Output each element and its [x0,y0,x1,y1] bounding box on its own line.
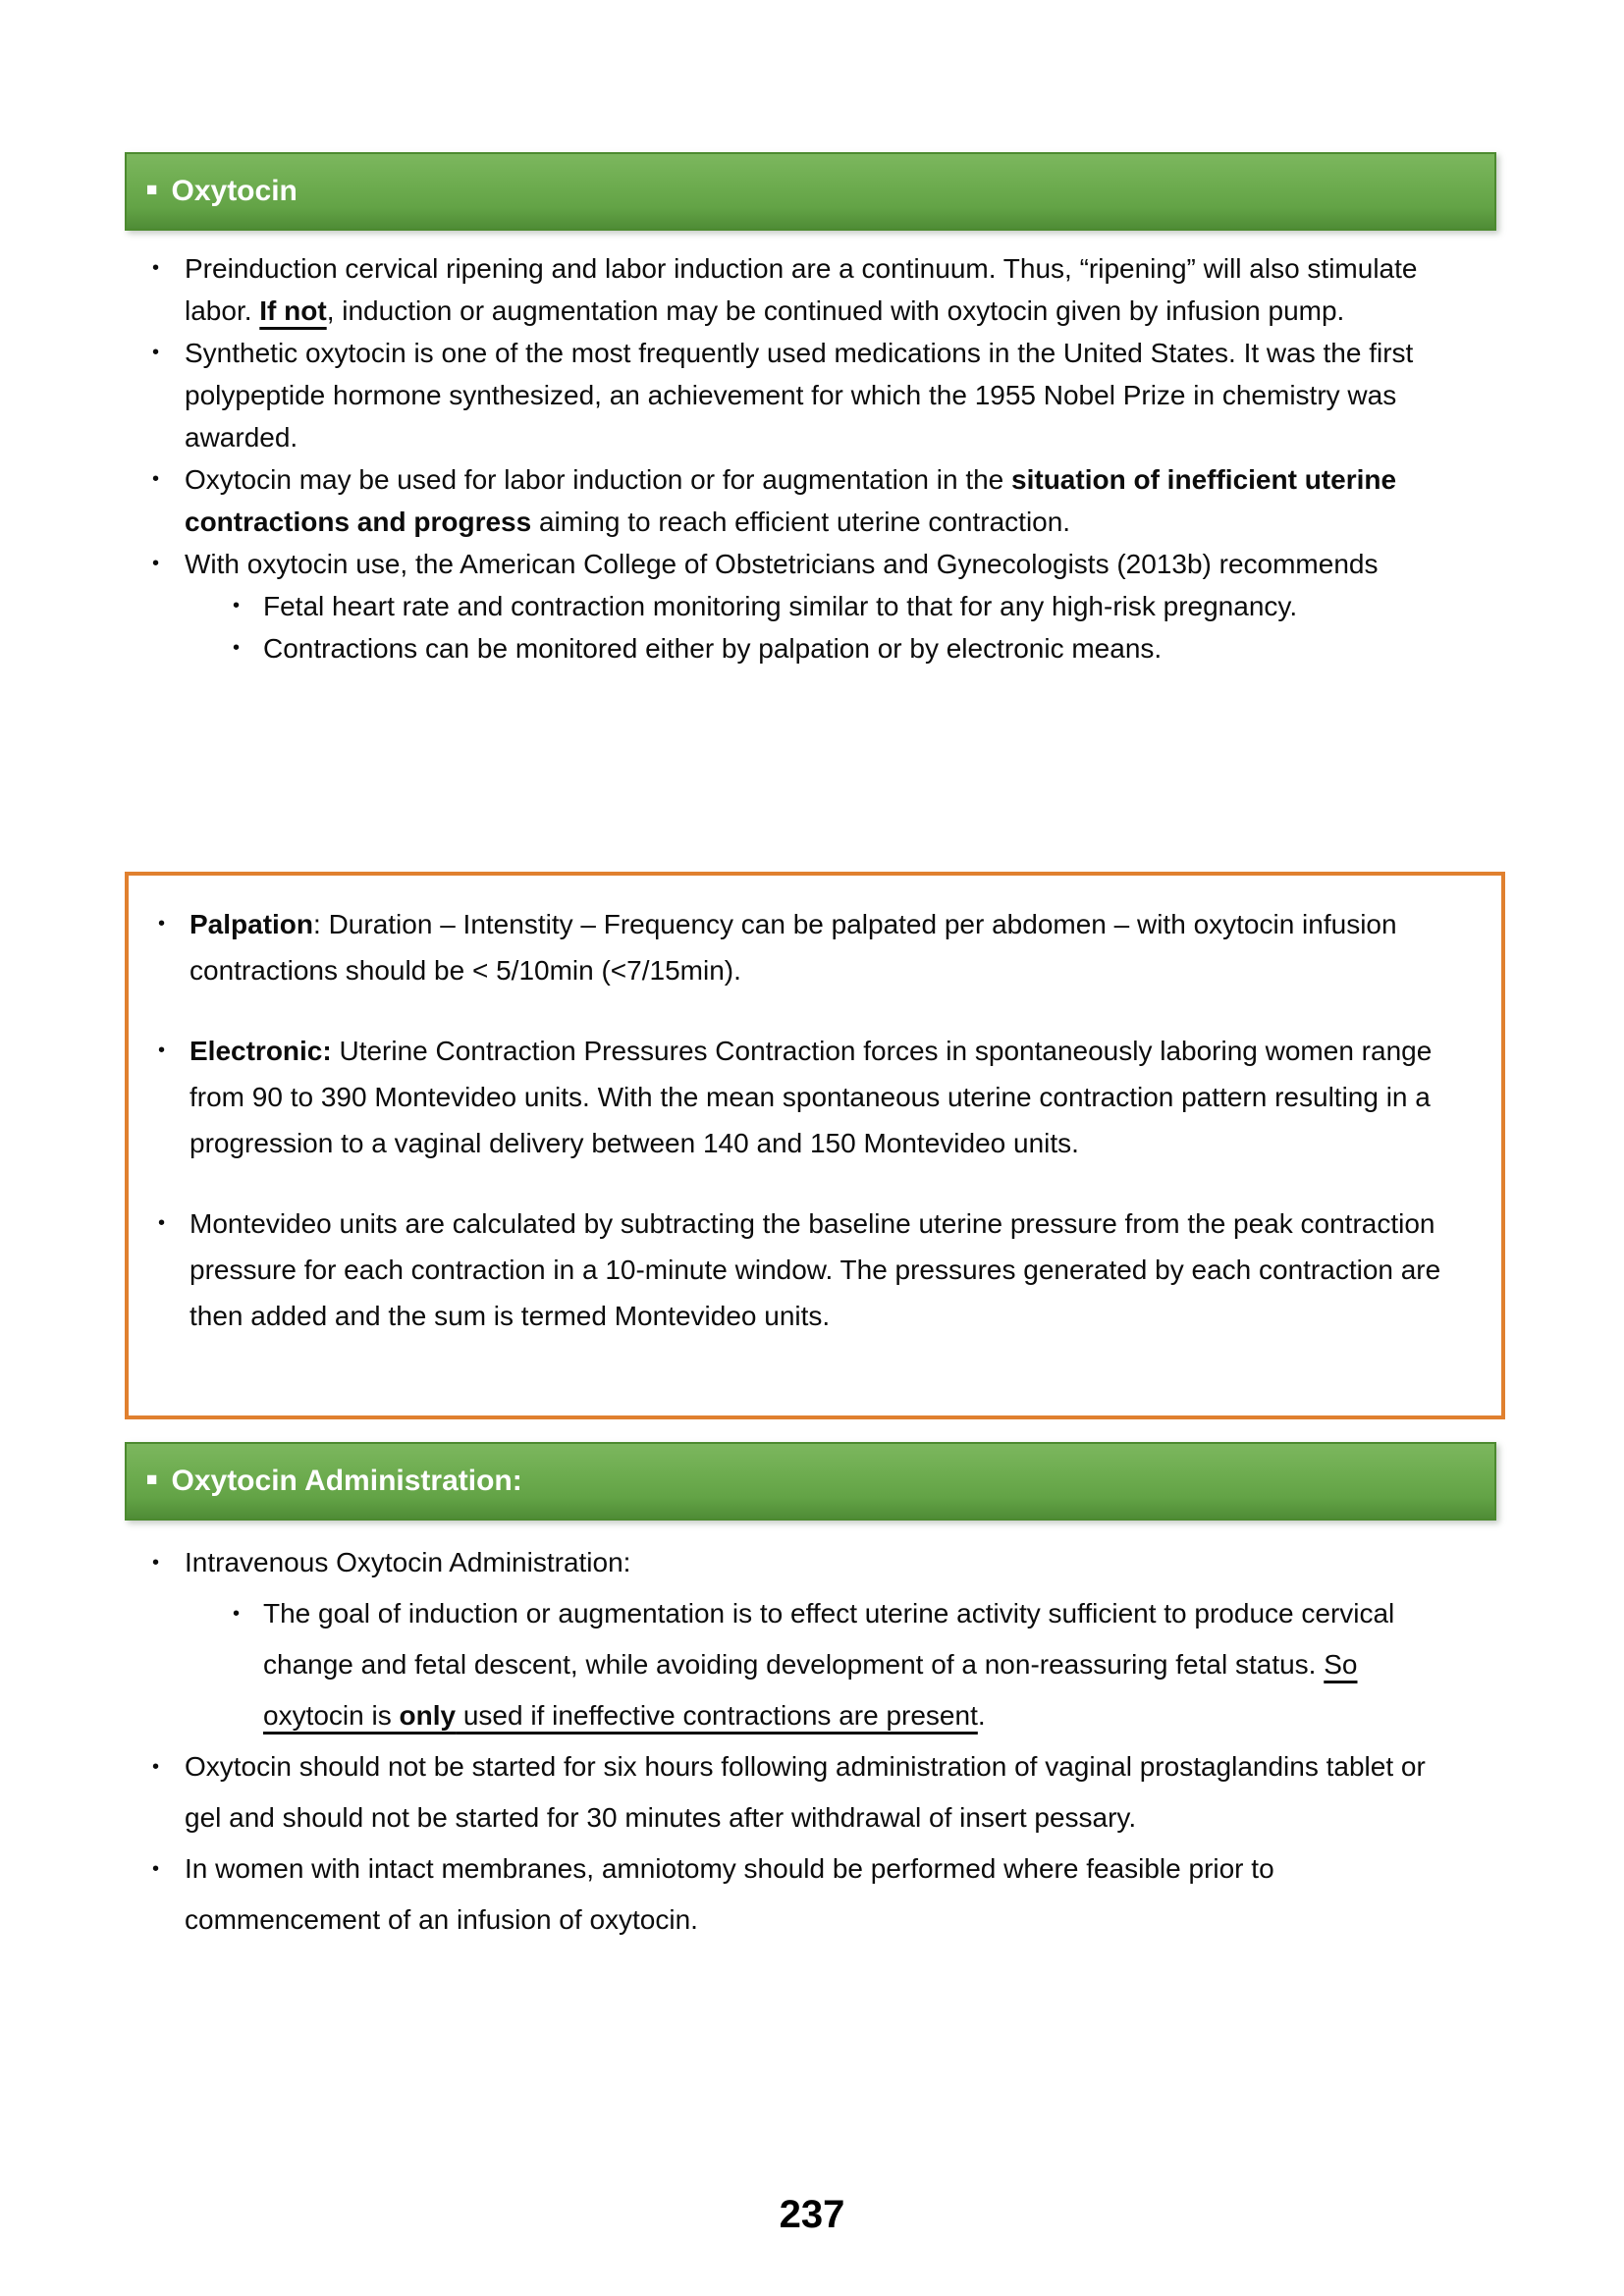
text-run: Oxytocin may be used for labor induction or for augmentation in the [185,464,1012,495]
text-run-underline: So oxytocin is [263,1649,1358,1731]
list-item-text: Fetal heart rate and contraction monitoring similar to that for any high-risk pregnancy. [263,591,1298,621]
list-item [125,458,1504,543]
list-item [125,543,1504,585]
text-run-bold: situation of inefficient uterine contractions and progress [185,464,1397,537]
list-item-text [185,247,1463,332]
square-bullet-icon: ■ [146,180,158,200]
bullet-icon: • [152,1756,160,1778]
bullet-icon: • [152,1552,160,1574]
bullet-icon: • [233,1603,241,1625]
bullet-icon: • [152,553,160,574]
list-item-text [185,458,1463,543]
list-item-text: Oxytocin should not be started for six hours following administration of vaginal prostaglandins tablet or gel and should not be started for 30 minutes after withdrawal of insert pessary. [185,1751,1426,1833]
list-item-text [189,901,1466,993]
bullet-icon: • [158,1212,166,1234]
list-item [158,901,1466,993]
list-item-text: With oxytocin use, the American College of Obstetricians and Gynecologists (2013b) recommends [185,549,1379,579]
list-item-text [189,1028,1466,1166]
bullet-icon: • [233,637,241,659]
text-run: Preinduction cervical ripening and labor induction are a continuum. Thus, “ripening” will also stimulate labor. [185,253,1418,326]
list-item-text: Intravenous Oxytocin Administration: [185,1547,631,1577]
list-item [125,1741,1504,1843]
text-run-bold: Palpation [189,909,314,939]
list-item-text: Contractions can be monitored either by palpation or by electronic means. [263,633,1163,664]
list-item-text: Synthetic oxytocin is one of the most frequently used medications in the United States. It was the first polypeptide hormone synthesized, an achievement for which the 1955 Nobel Prize in chemistry was awarded. [185,338,1414,453]
text-run-bold: Electronic: [189,1036,332,1066]
text-run: The goal of induction or augmentation is to effect uterine activity sufficient to produce cervical change and fetal descent, while avoiding development of a non-reassuring fetal status. [263,1598,1395,1680]
list-item-text: Montevideo units are calculated by subtracting the baseline uterine pressure from the peak contraction pressure for each contraction in a 10-minute window. The pressures generated by each contraction are then added and the sum is termed Montevideo units. [189,1208,1441,1331]
page-number: 237 [779,2193,845,2236]
sub-list-item [125,1588,1504,1741]
list-item [125,247,1504,332]
oxytocin-administration-section [125,1537,1504,1946]
list-item [125,332,1504,458]
callout-box [125,872,1505,1419]
list-item [158,1028,1466,1166]
sub-list-item [125,627,1504,669]
oxytocin-section [125,247,1504,669]
bullet-icon: • [233,595,241,616]
section-header-oxytocin [125,152,1496,231]
list-item [158,1201,1466,1339]
text-run: . [977,1700,986,1731]
section-header-title: Oxytocin Administration: [171,1465,522,1497]
section-header-oxytocin-administration [125,1442,1496,1521]
section-header-title: Oxytocin [171,175,298,207]
sub-list-item [125,585,1504,627]
text-run-underline: used if ineffective contractions are present [456,1700,978,1731]
text-run: , induction or augmentation may be continued with oxytocin given by infusion pump. [326,295,1345,326]
list-item [125,1843,1504,1946]
bullet-icon: • [152,342,160,363]
bullet-icon: • [152,1858,160,1880]
bullet-icon: • [158,1040,166,1061]
text-run: Uterine Contraction Pressures Contraction forces in spontaneously laboring women range from 90 to 390 Montevideo units. With the mean spontaneous uterine contraction pattern resulting in a progression to a vaginal delivery between 140 and 150 Montevideo units. [189,1036,1433,1158]
bullet-icon: • [152,257,160,279]
square-bullet-icon: ■ [146,1469,158,1490]
text-run: : Duration – Intenstity – Frequency can be palpated per abdomen – with oxytocin infusion contractions should be < 5/10min (<7/15min). [189,909,1397,986]
list-item [125,1537,1504,1588]
bullet-icon: • [158,913,166,934]
text-run-bold-underline: If not [259,295,327,326]
text-run: aiming to reach efficient uterine contraction. [531,507,1071,537]
text-run-bold-underline: only [399,1700,457,1731]
bullet-icon: • [152,468,160,490]
list-item-text [263,1588,1463,1741]
list-item-text: In women with intact membranes, amniotomy should be performed where feasible prior to commencement of an infusion of oxytocin. [185,1853,1274,1935]
